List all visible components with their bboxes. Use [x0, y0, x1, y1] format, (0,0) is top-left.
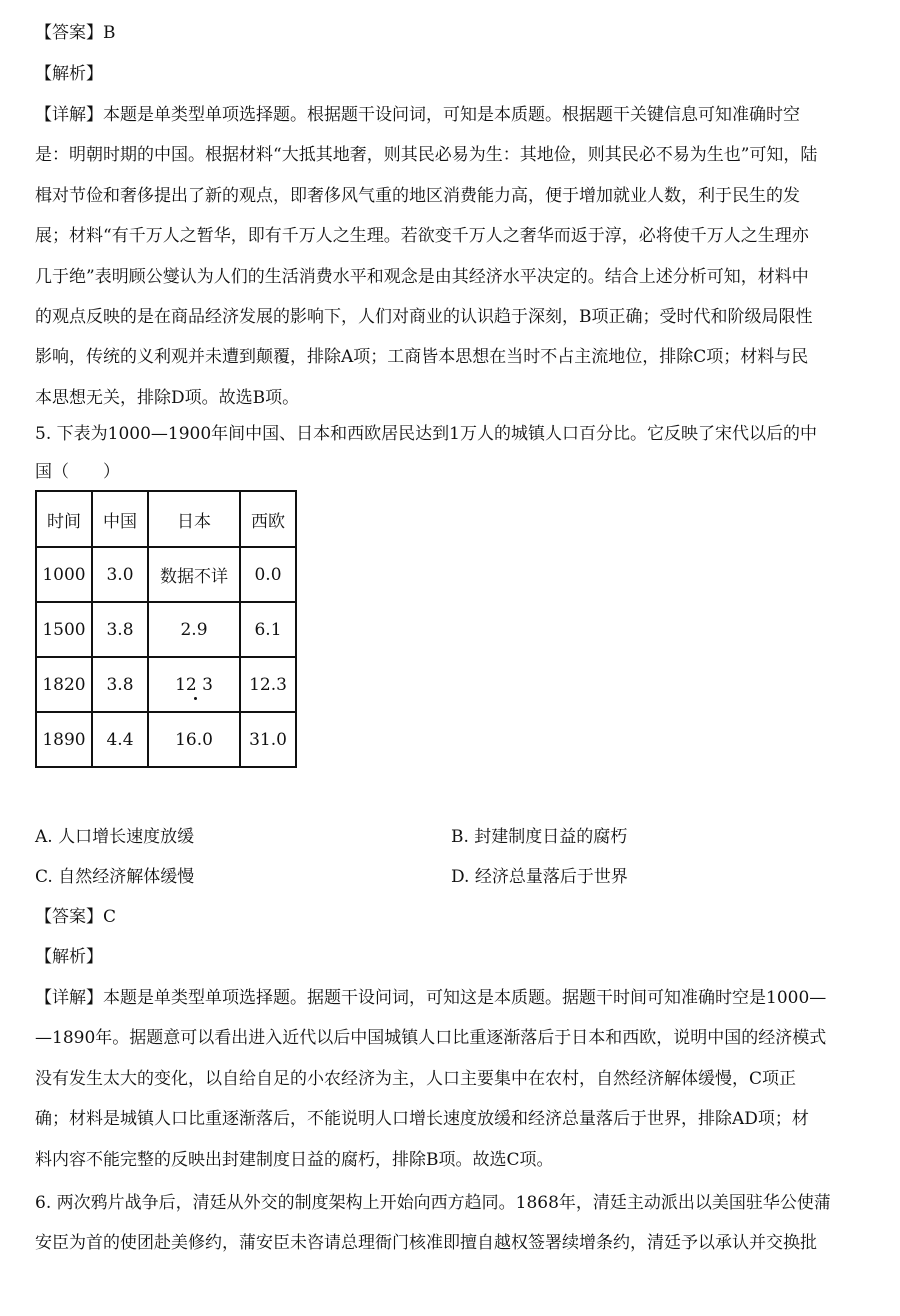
q5-detail-line: 【详解】本题是单类型单项选择题。据题干设问词，可知这是本质题。据题干时间可知准确时空是1000—: [35, 988, 827, 1008]
q5-stem-line: 5. 下表为1000—1900年间中国、日本和西欧居民达到1万人的城镇人口百分比。它反映了宋代以后的中: [35, 424, 817, 444]
q5-detail-line: —1890年。据题意可以看出进入近代以后中国城镇人口比重逐渐落后于日本和西欧，说明中国的经济模式: [35, 1028, 827, 1049]
table-header-cell: 日本: [148, 491, 240, 547]
q4-detail-line: 展；材料“有千万人之暂华，即有千万人之生理。若欲变千万人之奢华而返于淳，必将使千万人之生理亦: [35, 226, 809, 247]
table-header-cell: 西欧: [240, 491, 296, 547]
table-cell: 0.0: [240, 547, 296, 602]
option-c: C. 自然经济解体缓慢: [35, 867, 195, 887]
table-cell: 3.8: [92, 602, 148, 657]
q5-detail: [35, 978, 867, 1180]
q5-detail-line: 确；材料是城镇人口比重逐渐落后，不能说明人口增长速度放缓和经济总量落后于世界，排除AD项；材: [35, 1109, 809, 1130]
option-d: D. 经济总量落后于世界: [451, 867, 628, 887]
q5-detail-line: 没有发生太大的变化，以自给自足的小农经济为主，人口主要集中在农村，自然经济解体缓慢，C项正: [35, 1068, 797, 1089]
table-header-row: [36, 491, 296, 547]
table-cell: 4.4: [92, 712, 148, 767]
q4-analysis-heading: 【解析】: [35, 64, 103, 84]
q4-detail-line: 影响，传统的义利观并未遭到颠覆，排除A项；工商皆本思想在当时不占主流地位，排除C项；材料与民: [35, 347, 809, 368]
table-cell: 3.8: [92, 657, 148, 712]
q5-stem-line: 国（ ）: [35, 462, 120, 482]
table-cell: 16.0: [148, 712, 240, 767]
table-header-cell: 时间: [36, 491, 92, 547]
table-cell: 6.1: [240, 602, 296, 657]
q4-detail-line: 【详解】本题是单类型单项选择题。根据题干设问词，可知是本质题。根据题干关键信息可知准确时空: [35, 105, 800, 125]
table-cell: 12.3: [240, 657, 296, 712]
q4-detail-line: 本思想无关，排除D项。故选B项。: [35, 387, 300, 408]
table-cell: 1000: [36, 547, 92, 602]
q5-answer: 【答案】C: [35, 907, 117, 927]
q6-stem-line: 安臣为首的使团赴美修约，蒲安臣未咨请总理衙门核准即擅自越权签署续增条约，清廷予以承认并交换批: [35, 1233, 817, 1254]
q4-detail-line: 几于绝”表明顾公燮认为人们的生活消费水平和观念是由其经济水平决定的。结合上述分析可知，材料中: [35, 266, 809, 287]
q6-stem-line: 6. 两次鸦片战争后，清廷从外交的制度架构上开始向西方趋同。1868年，清廷主动派出以美国驻华公使蒲: [35, 1193, 831, 1213]
table-row: [36, 602, 296, 657]
table-row: [36, 657, 296, 712]
q4-detail-line: 楫对节俭和奢侈提出了新的观点，即奢侈风气重的地区消费能力高，便于增加就业人数，利于民生的发: [35, 185, 800, 206]
table-cell: 1500: [36, 602, 92, 657]
table-cell: 31.0: [240, 712, 296, 767]
q4-detail-line: 的观点反映的是在商品经济发展的影响下，人们对商业的认识趋于深刻，B项正确；受时代和阶级局限性: [35, 307, 813, 328]
q6-stem: [35, 1183, 867, 1264]
option-b: B. 封建制度日益的腐朽: [451, 827, 628, 847]
table-row: [36, 547, 296, 602]
table-cell-text: 12 3: [175, 674, 213, 695]
table-cell: 数据不详: [148, 547, 240, 602]
table-cell: 1890: [36, 712, 92, 767]
q5-analysis-heading: 【解析】: [35, 947, 103, 967]
table-cell: [148, 657, 240, 712]
population-table: [35, 490, 297, 768]
table-cell: 3.0: [92, 547, 148, 602]
table-cell: 2.9: [148, 602, 240, 657]
emphasis-dot: [194, 697, 197, 700]
table-row: [36, 712, 296, 767]
table-header-cell: 中国: [92, 491, 148, 547]
table-cell: 1820: [36, 657, 92, 712]
q4-detail: [35, 95, 867, 418]
q4-answer: 【答案】B: [35, 23, 116, 43]
option-a: A. 人口增长速度放缓: [35, 827, 195, 847]
q5-detail-line: 料内容不能完整的反映出封建制度日益的腐朽，排除B项。故选C项。: [35, 1149, 554, 1170]
dotted-value: [175, 675, 213, 695]
q4-detail-line: 是：明朝时期的中国。根据材料“大抵其地奢，则其民必易为生：其地俭，则其民必不易为生也”可知，陆: [35, 145, 818, 166]
